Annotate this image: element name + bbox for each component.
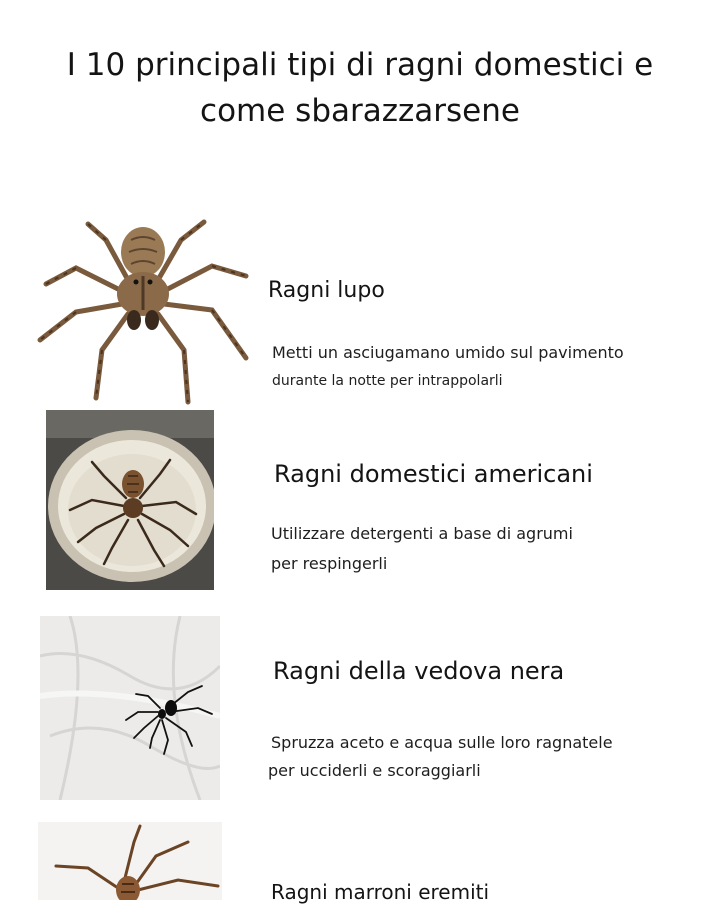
page-title — [40, 42, 680, 134]
spider-name-wolf: Ragni lupo — [268, 278, 385, 303]
american-house-spider-image — [46, 410, 214, 590]
page-title-line-1: I 10 principali tipi di ragni domestici e — [66, 47, 654, 83]
spider-name-american-house: Ragni domestici americani — [274, 460, 593, 488]
spider-tip-black-widow — [268, 729, 613, 785]
spider-tip-wolf-line-1: Metti un asciugamano umido sul pavimento — [272, 343, 624, 362]
spider-tip-american-house-line-2: per respingerli — [271, 554, 388, 573]
black-widow-spider-illustration — [40, 616, 220, 800]
spider-tip-american-house — [271, 519, 573, 579]
spider-tip-american-house-line-1: Utilizzare detergenti a base di agrumi — [271, 524, 573, 543]
spider-tip-black-widow-line-1: Spruzza aceto e acqua sulle loro ragnatele — [271, 733, 613, 752]
spider-name-black-widow: Ragni della vedova nera — [273, 657, 565, 685]
wolf-spider-illustration — [36, 210, 252, 406]
spider-tip-black-widow-line-2: per ucciderli e scoraggiarli — [268, 761, 481, 780]
page-title-line-2: come sbarazzarsene — [200, 93, 520, 129]
spider-tip-wolf-line-2: durante la notte per intrappolarli — [272, 373, 503, 389]
american-house-spider-illustration — [46, 410, 214, 590]
spider-name-brown-recluse: Ragni marroni eremiti — [271, 880, 490, 904]
spider-tip-wolf — [272, 338, 624, 396]
wolf-spider-image — [36, 210, 252, 406]
brown-recluse-spider-image — [38, 822, 222, 900]
brown-recluse-spider-illustration — [38, 822, 222, 900]
black-widow-spider-image — [40, 616, 220, 800]
